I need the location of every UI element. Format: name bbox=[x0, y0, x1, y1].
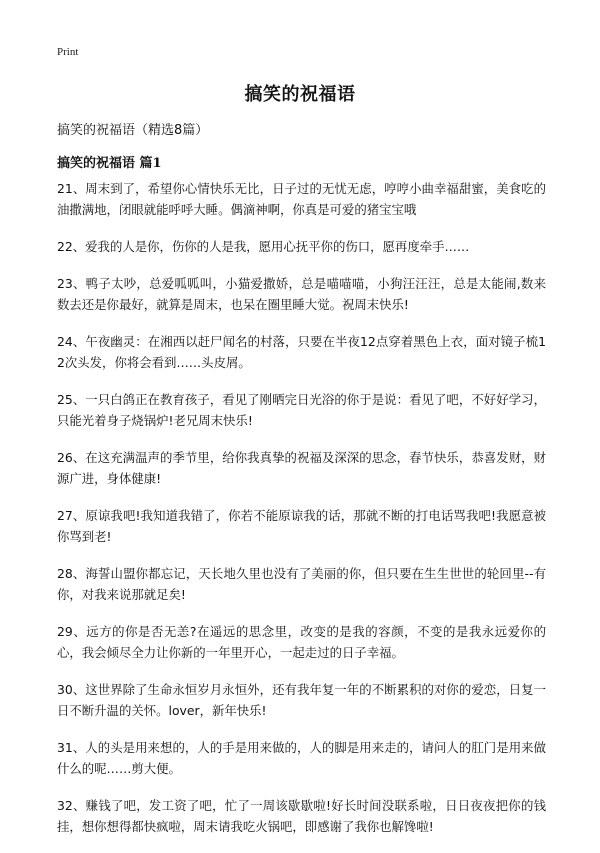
list-item: 27、原谅我吧!我知道我错了，你若不能原谅我的话，那就不断的打电话骂我吧!我愿意被你骂到老! bbox=[57, 508, 546, 544]
list-item: 23、鸭子太吵，总爱呱呱叫，小猫爱撒娇，总是喵喵喵，小狗汪汪汪，总是太能闹,数来数去还是你最好，就算是周末，也呆在圈里睡大觉。祝周末快乐! bbox=[57, 276, 546, 312]
list-item: 26、在这充满温声的季节里，给你我真挚的祝福及深深的思念，春节快乐，恭喜发财，财源广进，身体健康! bbox=[57, 450, 546, 486]
list-item: 30、这世界除了生命永恒岁月永恒外，还有我年复一年的不断累积的对你的爱恋，日复一日不断升温的关怀。lover，新年快乐! bbox=[57, 682, 546, 718]
list-item: 21、周末到了，希望你心情快乐无比，日子过的无忧无虑，哼哼小曲幸福甜蜜，美食吃的油撒满地，闭眼就能呼呼大睡。偶滴神啊，你真是可爱的猪宝宝哦 bbox=[57, 181, 546, 217]
list-item: 25、一只白鸽正在教育孩子，看见了刚晒完日光浴的你于是说：看见了吧，不好好学习，只能光着身子烧锅炉!老兄周末快乐! bbox=[57, 392, 546, 428]
blessing-list bbox=[57, 178, 546, 853]
page-title: 搞笑的祝福语 bbox=[244, 84, 356, 105]
print-label: Print bbox=[57, 46, 79, 58]
list-item: 32、赚钱了吧，发工资了吧，忙了一周该歇歇啦!好长时间没联系啦，日日夜夜把你的钱挂，想你想得都快疯啦，周末请我吃火锅吧，即感谢了我你也解馋啦! bbox=[57, 798, 546, 834]
document-subtitle: 搞笑的祝福语（精选8篇） bbox=[57, 123, 209, 138]
list-item: 28、海誓山盟你都忘记，天长地久里也没有了美丽的你，但只要在生生世世的轮回里--有你，对我来说那就足矣! bbox=[57, 566, 546, 602]
list-item: 29、远方的你是否无恙?在遥远的思念里，改变的是我的容颜，不变的是我永远爱你的心，我会倾尽全力让你新的一年里开心，一起走过的日子幸福。 bbox=[57, 624, 546, 660]
list-item: 22、爱我的人是你，伤你的人是我，愿用心抚平你的伤口，愿再度牵手…… bbox=[57, 239, 470, 254]
list-item: 24、午夜幽灵：在湘西以赶尸闻名的村落，只要在半夜12点穿着黑色上衣，面对镜子梳12次头发，你将会看到……头皮屑。 bbox=[57, 334, 546, 370]
section-heading: 搞笑的祝福语 篇1 bbox=[57, 156, 162, 171]
list-item: 31、人的头是用来想的，人的手是用来做的，人的脚是用来走的，请问人的肛门是用来做什么的呢……剪大便。 bbox=[57, 740, 546, 776]
